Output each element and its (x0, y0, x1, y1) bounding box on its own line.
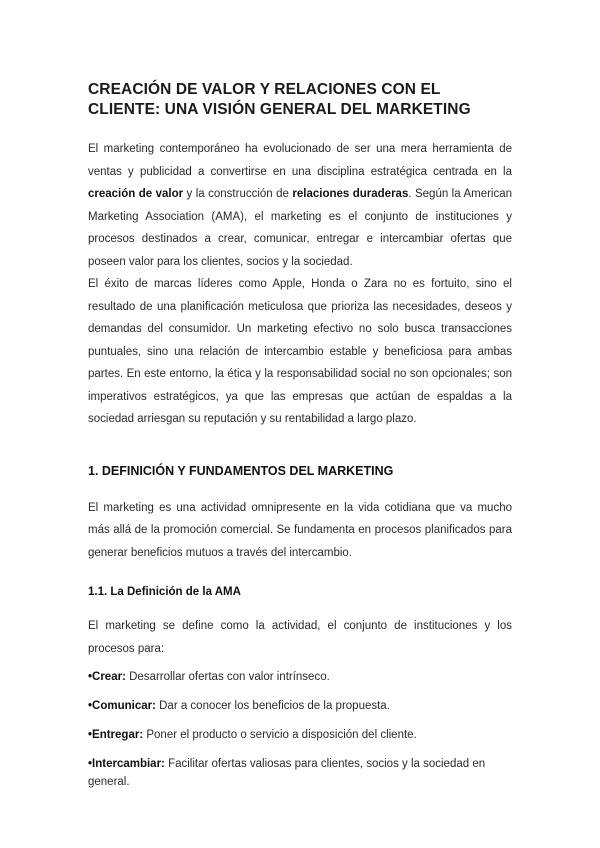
intro-text-d: . Según la American Marketing Association (AMA), el marketing es el conjunto de instituciones y procesos destinados a crear, comunicar, entregar e intercambiar ofertas que poseen valor para los clientes, socios y la sociedad. (88, 188, 513, 268)
bullet-text: Desarrollar ofertas con valor intrínseco. (125, 671, 330, 683)
bullet-text: Poner el producto o servicio a disposición del cliente. (143, 729, 417, 741)
emphasis-creacion-de-valor: creación de valor (88, 188, 184, 200)
intro-text-a: El marketing contemporáneo ha evolucionado de ser una mera herramienta de ventas y publicidad a convertirse en una disciplina estratégica centrada en la (88, 143, 512, 178)
bullet-item-crear (88, 668, 512, 686)
subsection-1-1-paragraph: El marketing se define como la actividad, el conjunto de instituciones y los procesos para: (88, 620, 512, 655)
bullet-term: •Entregar: (88, 729, 144, 741)
bullet-item-comunicar (88, 697, 512, 715)
intro-text-c: y la construcción de (183, 188, 293, 200)
bullet-text: Facilitar ofertas valiosas para clientes, socios y la sociedad en general. (88, 758, 486, 788)
bullet-item-intercambiar (88, 755, 512, 791)
bullet-text: Dar a conocer los beneficios de la propuesta. (155, 700, 390, 712)
bullet-item-entregar (88, 726, 512, 744)
document-title: CREACIÓN DE VALOR Y RELACIONES CON EL CLIENTE: UNA VISIÓN GENERAL DEL MARKETING (88, 81, 471, 118)
subsection-1-1-heading: 1.1. La Definición de la AMA (88, 586, 241, 598)
intro-paragraph-2: El éxito de marcas líderes como Apple, Honda o Zara no es fortuito, sino el resultado de una planificación meticulosa que prioriza las necesidades, deseos y demandas del consumidor. Un marketing efectivo no solo busca transacciones puntuales, sino una relación de intercambio estable y beneficiosa para ambas partes. En este entorno, la ética y la responsabilidad social no son opcionales; son imperativos estratégicos, ya que las empresas que actúan de espaldas a la sociedad arriesgan su reputación y su rentabilidad a largo plazo. (88, 278, 512, 425)
section-1-heading: 1. DEFINICIÓN Y FUNDAMENTOS DEL MARKETING (88, 463, 394, 478)
emphasis-relaciones-duraderas: relaciones duraderas (292, 188, 409, 200)
section-1-paragraph: El marketing es una actividad omnipresente en la vida cotidiana que va mucho más allá de la promoción comercial. Se fundamenta en procesos planificados para generar beneficios mutuos a través del intercambio. (88, 501, 512, 559)
bullet-term: •Intercambiar: (88, 758, 165, 770)
bullet-term: •Crear: (88, 671, 126, 683)
bullet-term: •Comunicar: (88, 700, 156, 712)
ama-bullet-list (88, 668, 512, 791)
intro-paragraph-1 (88, 138, 512, 273)
